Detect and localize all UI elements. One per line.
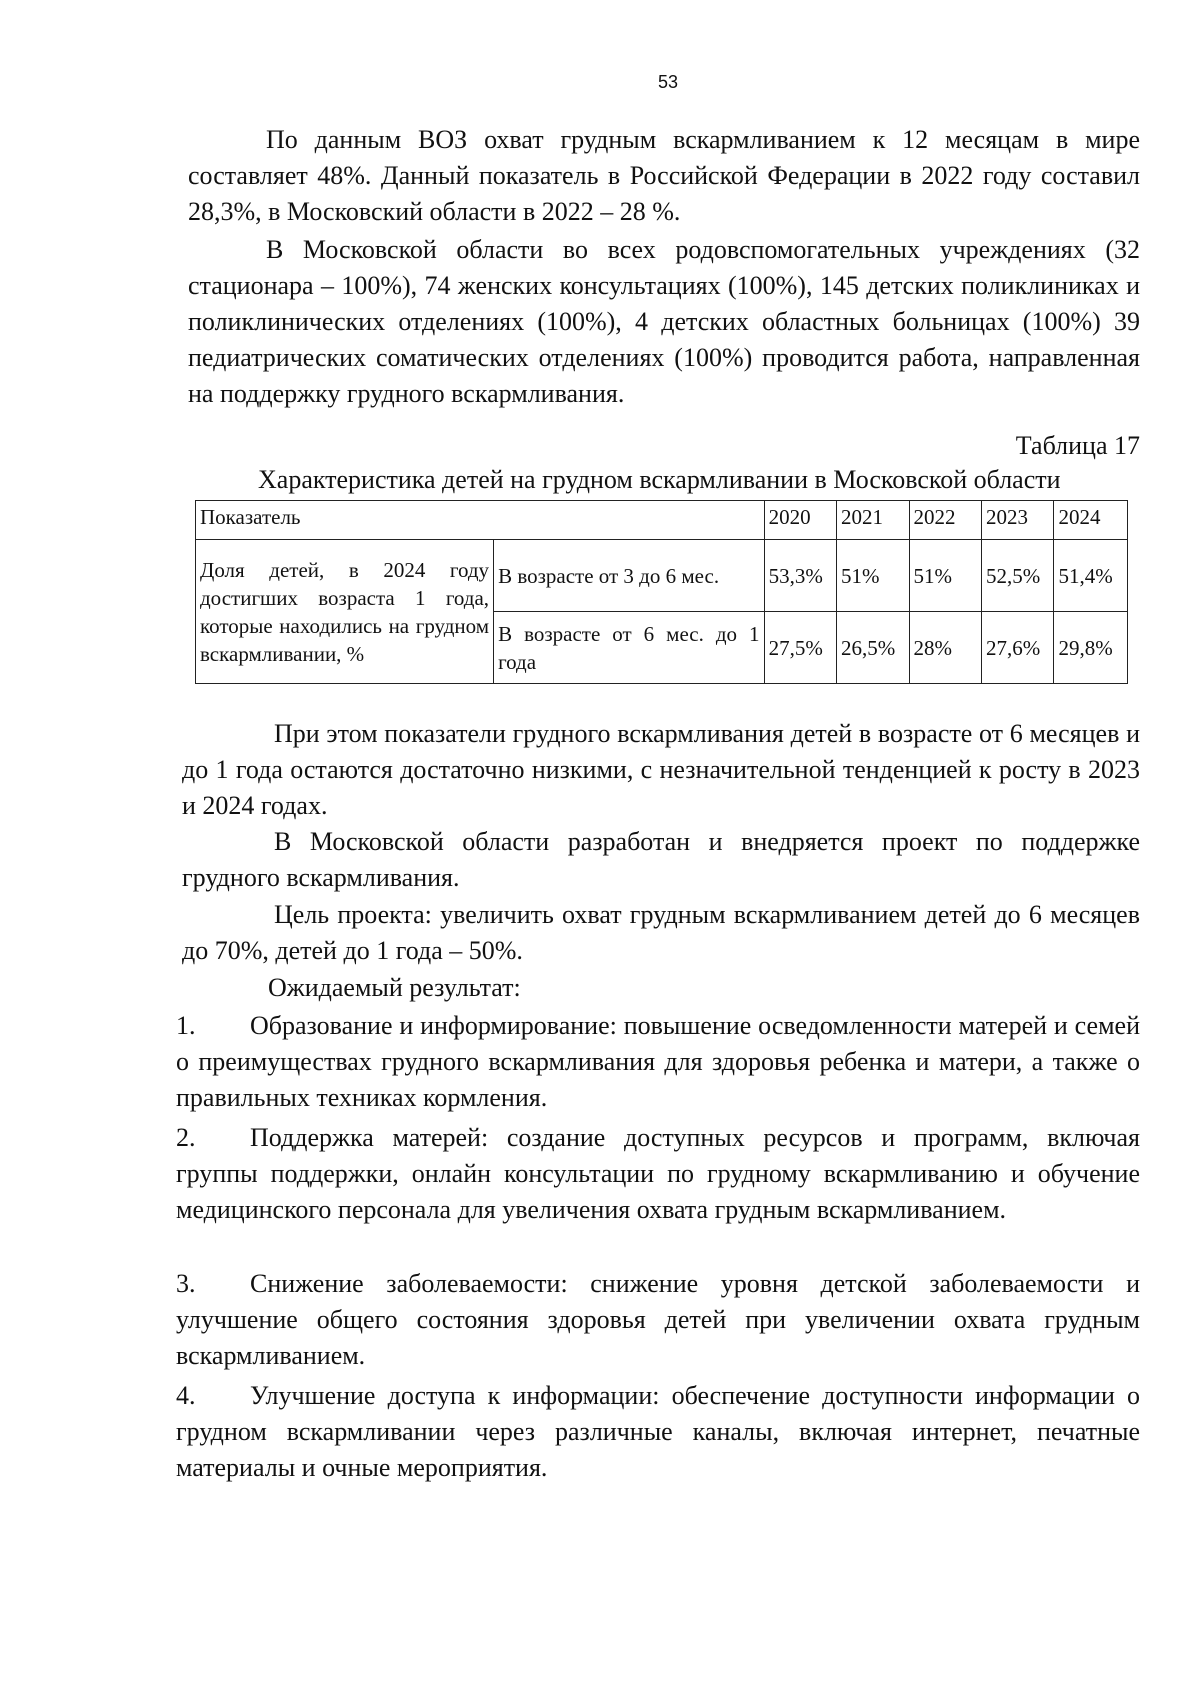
paragraph-project-intro: В Московской области разработан и внедряется проект по поддержке грудного вскармливания.: [182, 827, 1140, 892]
list-item-text: Поддержка матерей: создание доступных ресурсов и программ, включая группы поддержки, онлайн консультации по грудному вскармливанию и обучение медицинского персонала для увеличения охвата грудным вскармливанием.: [176, 1123, 1140, 1224]
paragraph-low-indicators: При этом показатели грудного вскармливания детей в возрасте от 6 месяцев и до 1 года остаются достаточно низкими, с незначительной тенденцией к росту в 2023 и 2024 годах.: [182, 719, 1140, 820]
table-label: Таблица 17: [1015, 431, 1140, 460]
breastfeeding-table: [195, 500, 1128, 684]
table-cell: 27,6%: [981, 612, 1053, 684]
table-cell: 26,5%: [837, 612, 909, 684]
row-label: В возрасте от 3 до 6 мес.: [494, 540, 765, 612]
table-cell: 51,4%: [1054, 540, 1128, 612]
list-item-number: 4.: [176, 1381, 196, 1410]
list-item-text: Снижение заболеваемости: снижение уровня детской заболеваемости и улучшение общего состояния здоровья детей при увеличении охвата грудным вскармливанием.: [176, 1269, 1140, 1370]
list-item: [176, 1266, 1140, 1374]
table-cell: 51%: [837, 540, 909, 612]
indicator-description: Доля детей, в 2024 году достигших возраста 1 года, которые находились на грудном вскармливании, %: [196, 540, 494, 684]
table-cell: 27,5%: [764, 612, 836, 684]
list-item-number: 3.: [176, 1269, 196, 1298]
list-item-text: Улучшение доступа к информации: обеспечение доступности информации о грудном вскармливании через различные каналы, включая интернет, печатные материалы и очные мероприятия.: [176, 1381, 1140, 1482]
list-item-number: 1.: [176, 1011, 196, 1040]
header-indicator: Показатель: [196, 501, 765, 540]
header-year: 2022: [909, 501, 981, 540]
header-year: 2023: [981, 501, 1053, 540]
table-cell: 53,3%: [764, 540, 836, 612]
list-item-number: 2.: [176, 1123, 196, 1152]
paragraph-project-goal: Цель проекта: увеличить охват грудным вскармливанием детей до 6 месяцев до 70%, детей до 1 года – 50%.: [182, 900, 1140, 965]
table-cell: 29,8%: [1054, 612, 1128, 684]
list-item: [176, 1378, 1140, 1486]
paragraph-moscow-region-facilities: В Московской области во всех родовспомогательных учреждениях (32 стационара – 100%), 74 женских консультациях (100%), 145 детских поликлиниках и поликлинических отделениях (100%), 4 детских областных больницах (100%) 39 педиатрических соматических отделениях (100%) проводится работа, направленная на поддержку грудного вскармливания.: [188, 235, 1140, 408]
row-label: В возрасте от 6 мес. до 1 года: [494, 612, 765, 684]
header-year: 2024: [1054, 501, 1128, 540]
header-year: 2020: [764, 501, 836, 540]
table-cell: 28%: [909, 612, 981, 684]
table-cell: 51%: [909, 540, 981, 612]
paragraph-who-coverage: По данным ВОЗ охват грудным вскармливанием к 12 месяцам в мире составляет 48%. Данный показатель в Российской Федерации в 2022 году составил 28,3%, в Московский области в 2022 – 28 %.: [188, 125, 1140, 226]
list-item: [176, 1008, 1140, 1116]
table-title: Характеристика детей на грудном вскармливании в Московской области: [258, 465, 1061, 494]
table-row: [196, 540, 1128, 612]
table-cell: 52,5%: [981, 540, 1053, 612]
list-item: [176, 1120, 1140, 1228]
page-number: 53: [657, 72, 679, 92]
header-year: 2021: [837, 501, 909, 540]
list-item-text: Образование и информирование: повышение осведомленности матерей и семей о преимуществах грудного вскармливания для здоровья ребенка и матери, а также о правильных техниках кормления.: [176, 1011, 1140, 1112]
paragraph-expected-result: Ожидаемый результат:: [268, 973, 521, 1002]
table-header-row: [196, 501, 1128, 540]
